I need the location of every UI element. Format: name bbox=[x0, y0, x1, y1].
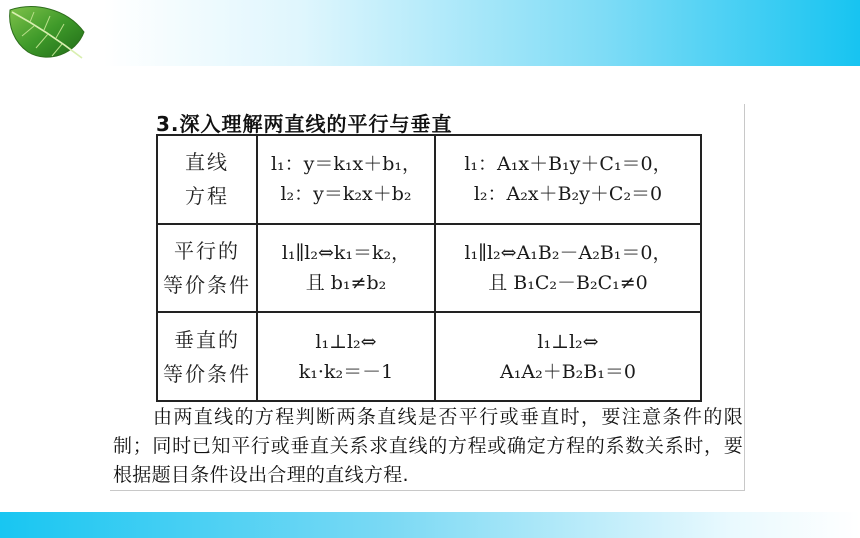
table-row bbox=[157, 135, 701, 224]
formula-line: 且 B₁C₂－B₂C₁≠0 bbox=[488, 271, 648, 294]
bottom-banner bbox=[0, 512, 860, 538]
general-form-cell bbox=[435, 224, 701, 313]
slope-form-cell bbox=[257, 135, 435, 224]
table-row bbox=[157, 224, 701, 313]
formula-line: l₁⊥l₂⇔ bbox=[537, 330, 599, 353]
row-header bbox=[157, 224, 257, 313]
row-header-line: 方程 bbox=[185, 184, 229, 209]
formula-line: k₁·k₂＝－1 bbox=[298, 360, 394, 383]
formula-line: l₁⊥l₂⇔ bbox=[315, 330, 377, 353]
table-row bbox=[157, 312, 701, 401]
line-relation-table bbox=[156, 134, 702, 402]
formula-line: l₁：y＝k₁x＋b₁， bbox=[270, 153, 422, 176]
formula-line: l₁∥l₂⇔A₁B₂－A₂B₁＝0， bbox=[464, 241, 672, 264]
slope-form-cell bbox=[257, 312, 435, 401]
row-header bbox=[157, 312, 257, 401]
row-header-line: 平行的 bbox=[174, 238, 240, 263]
general-form-cell bbox=[435, 312, 701, 401]
explanation-paragraph: 由两直线的方程判断两条直线是否平行或垂直时，要注意条件的限制；同时已知平行或垂直关系求直线的方程或确定方程的系数关系时，要根据题目条件设出合理的直线方程. bbox=[113, 406, 743, 486]
formula-line: 且 b₁≠b₂ bbox=[305, 271, 387, 294]
top-banner bbox=[0, 0, 860, 66]
row-header bbox=[157, 135, 257, 224]
row-header-line: 直线 bbox=[185, 150, 229, 175]
section-title: 3.深入理解两直线的平行与垂直 bbox=[156, 112, 453, 136]
green-leaf-icon bbox=[4, 2, 90, 64]
formula-line: l₁∥l₂⇔k₁＝k₂， bbox=[281, 241, 411, 264]
formula-line: A₁A₂＋B₂B₁＝0 bbox=[500, 360, 636, 383]
row-header-line: 等价条件 bbox=[163, 361, 251, 386]
general-form-cell bbox=[435, 135, 701, 224]
formula-line: l₂：A₂x＋B₂y＋C₂＝0 bbox=[473, 183, 663, 206]
row-header-line: 垂直的 bbox=[174, 327, 240, 352]
formula-line: l₂：y＝k₂x＋b₂ bbox=[280, 183, 412, 206]
row-header-line: 等价条件 bbox=[163, 272, 251, 297]
formula-line: l₁：A₁x＋B₁y＋C₁＝0， bbox=[464, 153, 672, 176]
slope-form-cell bbox=[257, 224, 435, 313]
